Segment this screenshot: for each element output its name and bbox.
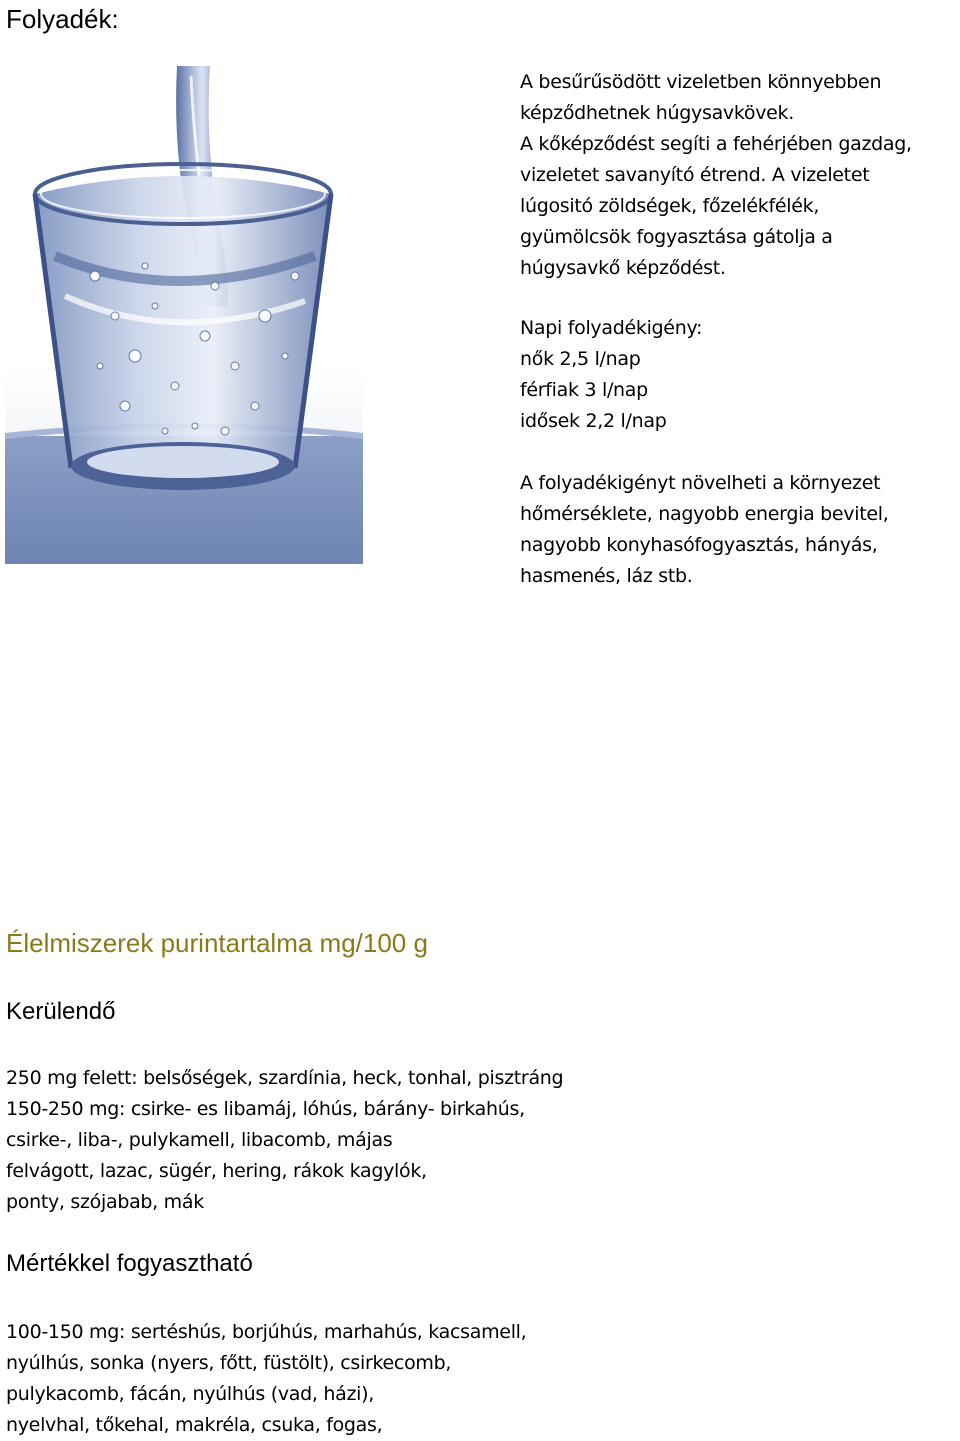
text-line: gyümölcsök fogyasztása gátolja a (520, 226, 833, 248)
fluid-need-men: férfiak 3 l/nap (520, 379, 648, 401)
page-title: Folyadék: (6, 4, 119, 34)
fluid-need-heading: Napi folyadékigény: (520, 317, 703, 339)
text-line: vizeletet savanyító étrend. A vizeletet (520, 164, 870, 186)
list-line: csirke-, liba-, pulykamell, libacomb, májas (6, 1129, 393, 1151)
intro-paragraph (520, 67, 960, 284)
list-line: nyúlhús, sonka (nyers, főtt, füstölt), csirkecomb, (6, 1352, 452, 1374)
list-line: 250 mg felett: belsőségek, szardínia, heck, tonhal, pisztráng (6, 1067, 564, 1089)
fluid-need-block (520, 313, 960, 437)
list-line: nyelvhal, tőkehal, makréla, csuka, fogas, (6, 1414, 383, 1436)
text-line: A kőképződést segíti a fehérjében gazdag, (520, 133, 912, 155)
list-line: pulykacomb, fácán, nyúlhús (vad, házi), (6, 1383, 374, 1405)
avoid-food-list (6, 1063, 956, 1218)
water-glass-photo (5, 66, 363, 564)
text-line: hőmérséklete, nagyobb energia bevitel, (520, 503, 889, 525)
fluid-need-women: nők 2,5 l/nap (520, 348, 641, 370)
text-line: hasmenés, láz stb. (520, 565, 693, 587)
text-line: lúgositó zöldségek, főzelékfélék, (520, 195, 820, 217)
moderate-food-list (6, 1317, 956, 1441)
fluid-need-elderly: idősek 2,2 l/nap (520, 410, 667, 432)
text-line: A folyadékigényt növelheti a környezet (520, 472, 881, 494)
moderate-heading: Mértékkel fogyasztható (6, 1250, 253, 1277)
factors-paragraph (520, 468, 960, 592)
list-line: felvágott, lazac, sügér, hering, rákok kagylók, (6, 1160, 427, 1182)
text-line: képződhetnek húgysavkövek. (520, 102, 794, 124)
text-line: húgysavkő képződést. (520, 257, 726, 279)
purine-section-heading: Élelmiszerek purintartalma mg/100 g (6, 928, 428, 958)
text-line: A besűrűsödött vizeletben könnyebben (520, 71, 882, 93)
list-line: 100-150 mg: sertéshús, borjúhús, marhahús, kacsamell, (6, 1321, 527, 1343)
text-line: nagyobb konyhasófogyasztás, hányás, (520, 534, 878, 556)
avoid-heading: Kerülendő (6, 998, 116, 1025)
list-line: 150-250 mg: csirke- es libamáj, lóhús, bárány- birkahús, (6, 1098, 525, 1120)
list-line: ponty, szójabab, mák (6, 1191, 204, 1213)
